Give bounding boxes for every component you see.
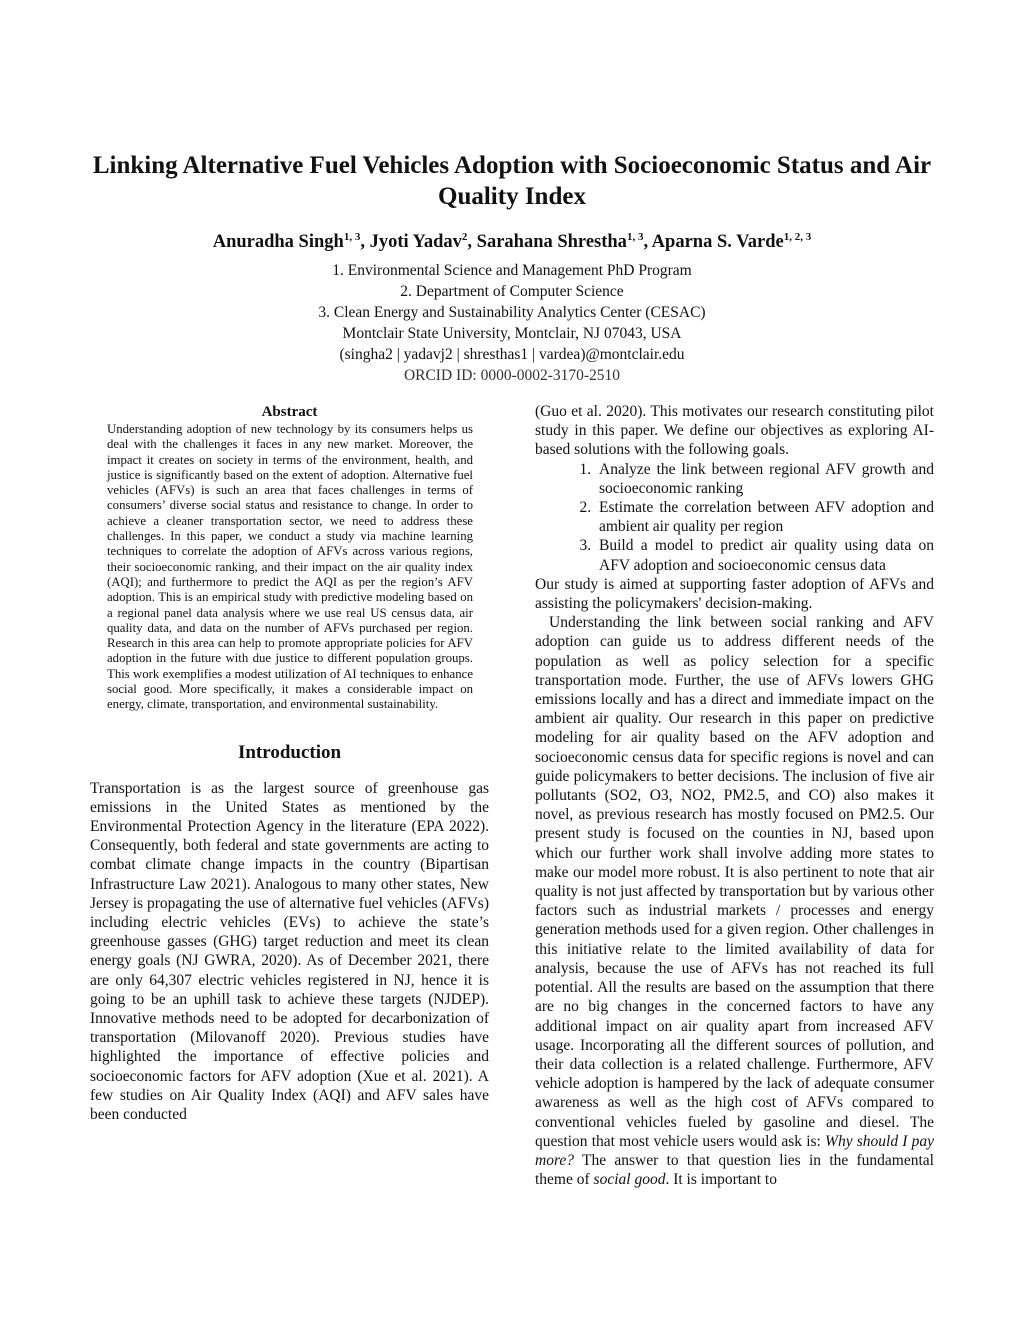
- affiliation-line: Montclair State University, Montclair, NJ 07043, USA: [342, 325, 682, 342]
- author-separator: ,: [467, 232, 477, 252]
- aim-paragraph: Our study is aimed at supporting faster adoption of AFVs and assisting the policymakers' decision-making.: [535, 575, 934, 613]
- author-list: [60, 230, 964, 254]
- goals-list: [535, 460, 934, 575]
- author-separator: ,: [643, 232, 652, 252]
- question-italic: Why should I pay more?: [535, 1132, 935, 1169]
- right-column: [535, 402, 934, 1189]
- author-name: Anuradha Singh: [212, 232, 344, 252]
- affiliation-line: 2. Department of Computer Science: [400, 283, 624, 300]
- affiliation-line: 3. Clean Energy and Sustainability Analytics Center (CESAC): [318, 304, 706, 321]
- orcid-line: ORCID ID: 0000-0002-3170-2510: [403, 367, 621, 384]
- paper-title: Linking Alternative Fuel Vehicles Adoption with Socioeconomic Status and Air Quality Index: [92, 152, 932, 210]
- left-column: [90, 402, 489, 1124]
- motivation-text-cont: The answer to that question lies in the fundamental theme of: [535, 1151, 934, 1189]
- author-name: Sarahana Shrestha: [476, 232, 627, 252]
- email-line: (singha2 | yadavj2 | shresthas1 | vardea)@montclair.edu: [339, 346, 685, 363]
- author-name: Jyoti Yadav: [369, 232, 462, 252]
- social-good-italic: social good: [593, 1171, 666, 1189]
- motivation-paragraph: [535, 613, 934, 1189]
- author-separator: ,: [360, 232, 370, 252]
- goal-item: 2. Estimate the correlation between AFV adoption and ambient air quality per region: [595, 498, 934, 536]
- author-name: Aparna S. Varde: [651, 232, 784, 252]
- motivation-text: Understanding the link between social ranking and AFV adoption can guide us to address different needs of the population as well as policy selection for a specific transportation mode. Further, the use of AFVs lowers GHG emissions locally and has a direct and immediate impact on the ambient air quality. Our research in this paper on predictive modeling for air quality based on the AFV adoption and socioeconomic census data for specific regions is novel and can guide policymakers to better decisions. The inclusion of five air pollutants (SO2, O3, NO2, PM2.5, and CO) also makes it novel, as previous research has mostly focused on PM2.5. Our present study is focused on the counties in NJ, based upon which our further work shall involve adding more states to make our model more robust. It is also pertinent to note that air quality is not just affected by transportation but by various other factors such as industrial markets / processes and energy generation methods used for a given region. Other challenges in this initiative relate to the limited availability of data for analysis, because the use of AFVs has not reached its full potential. All the results are based on the assumption that there are no big changes in the concerned factors to have any additional impact on air quality apart from increased AFV usage. Incorporating all the different sources of pollution, and their data collection is a related challenge. Furthermore, AFV vehicle adoption is hampered by the lack of adequate consumer awareness as well as the high cost of AFVs compared to conventional vehicles fueled by gasoline and diesel. The question that most vehicle users would ask is:: [535, 614, 934, 1150]
- author-affiliation: 1, 3: [343, 231, 361, 243]
- goals-lead-paragraph: (Guo et al. 2020). This motivates our research constituting pilot study in this paper. We define our objectives as exploring AI-based solutions with the following goals.: [535, 403, 934, 459]
- abstract-text: Understanding adoption of new technology by its consumers helps us deal with the challenges it faces in any new market. Moreover, the impact it creates on society in terms of the environment, health, and justice is significantly based on the extent of adoption. Alternative fuel vehicles (AFVs) is such an area that faces challenges in terms of consumers’ diverse social status and resistance to change. In order to achieve a cleaner transportation sector, we need to address these challenges. In this paper, we conduct a study via machine learning techniques to correlate the adoption of AFVs across various regions, their socioeconomic ranking, and their impact on the air quality index (AQI); and furthermore to predict the AQI as per the region’s AFV adoption. This is an empirical study with predictive modeling based on a regional panel data analysis where we use real US census data, air quality data, and data on the number of AFVs purchased per region. Research in this area can help to promote appropriate policies for AFV adoption in the future with due justice to different population groups. This work exemplifies a modest utilization of AI techniques to enhance social good. More specifically, it makes a considerable impact on energy, climate, transportation, and environmental sustainability.: [107, 422, 473, 712]
- affiliation-line: 1. Environmental Science and Management PhD Program: [332, 262, 692, 279]
- author-affiliation: 2: [461, 231, 468, 243]
- intro-paragraph: Transportation is as the largest source of greenhouse gas emissions in the United States as mentioned by the Environmental Protection Agency in the literature (EPA 2022). Consequently, both federal and state governments are acting to combat climate change impacts in the country (Bipartisan Infrastructure Law 2021). Analogous to many other states, New Jersey is propagating the use of alternative fuel vehicles (AFVs) including electric vehicles (EVs) to achieve the state’s greenhouse gasses (GHG) target reduction and meet its clean energy goals (NJ GWRA, 2020). As of December 2021, there are only 64,307 electric vehicles registered in NJ, hence it is going to be an uphill task to achieve these targets (NJDEP). Innovative methods need to be adopted for decarbonization of transportation (Milovanoff 2020). Previous studies have highlighted the importance of effective policies and socioeconomic factors for AFV adoption (Xue et al. 2021). A few studies on Air Quality Index (AQI) and AFV sales have been conducted: [90, 779, 489, 1124]
- affiliations: [60, 260, 964, 386]
- introduction-heading: Introduction: [237, 741, 342, 763]
- author-affiliation: 1, 3: [626, 231, 644, 243]
- abstract-heading: Abstract: [261, 404, 318, 420]
- goal-item: 3. Build a model to predict air quality using data on AFV adoption and socioeconomic census data: [595, 536, 934, 574]
- author-affiliation: 1, 2, 3: [783, 231, 812, 243]
- goal-item: 1. Analyze the link between regional AFV growth and socioeconomic ranking: [595, 460, 934, 498]
- motivation-text-end: . It is important to: [665, 1171, 777, 1189]
